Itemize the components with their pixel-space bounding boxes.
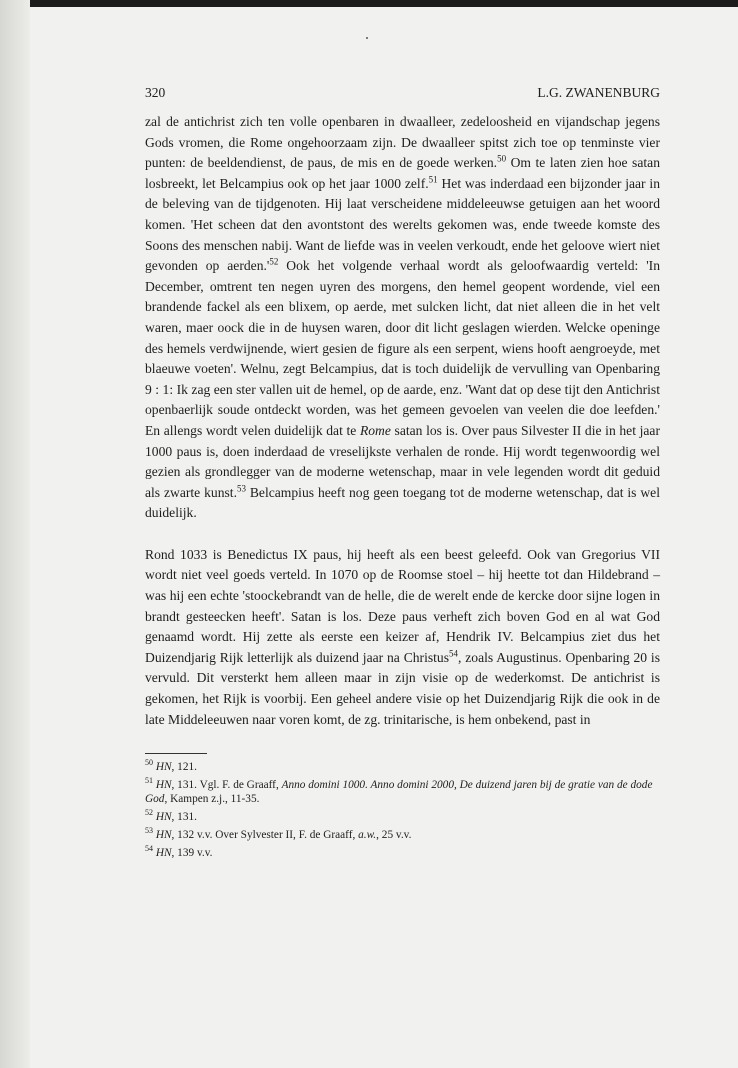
scan-speck [366,37,368,39]
italic-text: HN [155,811,172,824]
running-title: L.G. ZWANENBURG [537,85,660,100]
body-paragraph-2: Rond 1033 is Benedictus IX paus, hij heeft als een beest geleefd. Ook van Gregorius VII wordt niet veel goeds verteld. In 1070 op de Roomse stoel – hij heette tot dan Hildebrand – was hij een echte 'stoockebrandt van de helle, die de werelt ende de kercke door sijne logen in brandt gesteecken heeft'. Satan is los. Deze paus verheft zich boven God en al wat God genaamd wordt. Hij zette als eerste een keizer af, Hendrik IV. Belcampius ziet dus het Duizendjarig Rijk letterlijk als duizend jaar na Christus$^{54}$, zoals Augustinus. Openbaring 20 is vervuld. Dit versterkt hem alleen maar in zijn visie op de wederkomst. De antichrist is gekomen, het Rijk is voorbij. Een geheel andere visie op het Duizendjarig Rijk die ook in de late Middeleeuwen naar voren komt, de zg. trinitarische, is hem onbekend, past in [145,546,660,727]
footnotes [145,756,660,860]
footnote-51: $^{51}$ HN, 131. Vgl. F. de Graaff, Anno domini 1000. Anno domini 2000, De duizend jaren bij de gratie van de dode God, Kampen z.j., 11-35. [145,776,653,806]
footnote-ref: 52 [145,808,153,818]
footnote-53: $^{53}$ HN, 132 v.v. Over Sylvester II, F. de Graaff, a.w., 25 v.v. [145,826,412,842]
italic-text: HN [155,829,172,842]
scan-gutter-shadow [0,0,30,1068]
footnote-54: $^{54}$ HN, 139 v.v. [145,844,213,860]
footnote-ref: 51 [428,174,438,185]
page-number: 320 [145,85,166,100]
footnote-separator [145,753,207,754]
italic-text: Anno domini 1000. Anno domini 2000, De duizend jaren bij de gratie van de dode God [145,778,653,806]
footnote-52: $^{52}$ HN, 131. [145,808,197,824]
footnote-ref: 53 [236,483,246,494]
footnote-ref: 51 [145,776,153,786]
footnote-ref: 50 [497,153,507,164]
italic-text: Rome [359,422,391,438]
italic-text: a.w. [358,829,377,842]
footnote-ref: 54 [449,648,459,659]
italic-text: HN [155,778,172,791]
top-edge-bar [30,0,738,7]
footnote-ref: 53 [145,826,153,836]
body-paragraph-1: zal de antichrist zich ten volle openbaren in dwaalleer, zedeloosheid en vijandschap jegens Gods vromen, die Rome ongehoorzaam zijn. De dwaalleer spitst zich toe op tenminste vier punten: de beeldendienst, de paus, de mis en de goede werken.$^{50}$ Om te laten zien hoe satan losbreekt, let Belcampius ook op het jaar 1000 zelf.$^{51}$ Het was inderdaad een bijzonder jaar in de beleving van de tijdgenoten. Hij laat verscheidene middeleeuwse getuigen aan het woord komen. 'Het scheen dat den avontstont des werelts gekomen was, ende tweede komste des Soons des menschen nabij. Want de liefde was in veelen verkoudt, ende het geloove wiert niet gevonden op $aerden.'^{52}$ Ook het volgende verhaal wordt als geloofwaardig verteld: 'In December, omtrent ten negen uyren des morgens, den hemel geopent wordende, viel een brandende fackel als een blixem, op aerde, met sulcken licht, dat niet alleen die in het velt waren, maer oock die in de huysen waren, door dit licht geslagen wierden. Welcke openinge des hemels verdwijnende, wiert gesien de figure als een serpent, wiens hooft aengroeyde, met blaeuwe voeten'. Welnu, zegt Belcampius, dat is toch duidelijk de vervulling van Openbaring 9 : 1: Ik zag een ster vallen uit de hemel, op de aarde, enz. 'Want dat op dese tijt den Antichrist openbaerlijk soude ontdeckt worden, was het gemeen gevoelen van veelen die doe leefden.' En allengs wordt velen duidelijk dat te Rome satan los is. Over paus Silvester II die in het jaar 1000 paus is, doen inderdaad de vreselijkste verhalen de ronde. Hij wordt tegenwoordig wel gezien als grondlegger van de moderne wetenschap, maar in vele legenden wordt dit geduid als zwarte kunst.$^{53}$ Belcampius heeft nog geen toegang tot de moderne wetenschap, dat is wel duidelijk. [145,114,661,521]
footnote-ref: 54 [145,844,153,854]
footnote-ref: 50 [145,758,153,768]
book-page [145,84,660,860]
running-head [145,84,660,102]
footnote-ref: 52 [269,256,279,267]
italic-text: HN [155,760,172,773]
italic-text: HN [155,847,172,860]
footnote-50: $^{50}$ HN, 121. [145,758,197,773]
